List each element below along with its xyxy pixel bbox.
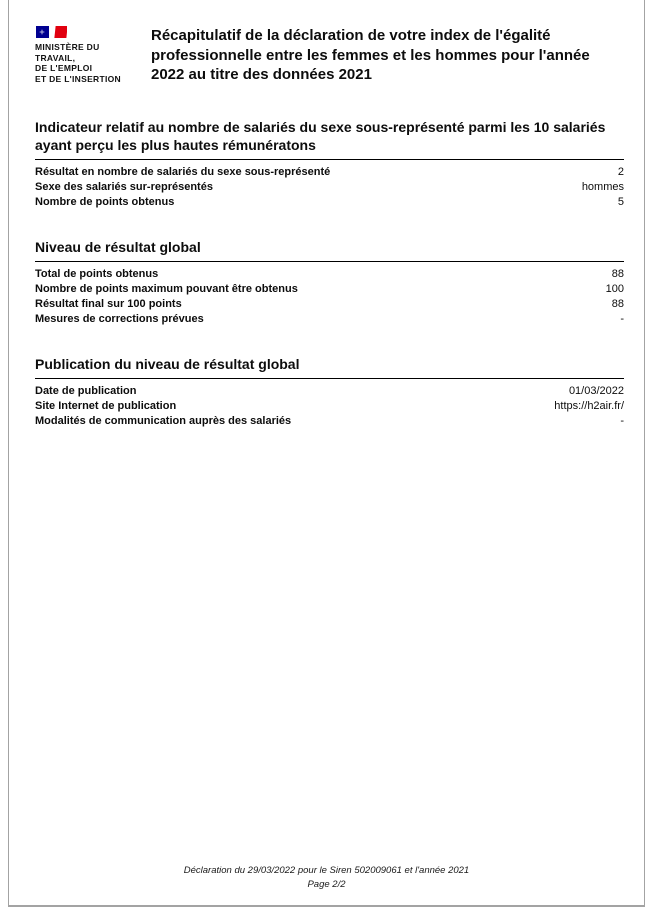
section-heading: Indicateur relatif au nombre de salariés du sexe sous-représenté parmi les 10 salariés ayant perçu les plus hautes rémunératons [35, 118, 624, 160]
table-row [35, 267, 624, 282]
row-value: 100 [605, 282, 624, 295]
section-niveau-resultat-global [35, 238, 624, 327]
table-row [35, 195, 624, 210]
row-label: Sexe des salariés sur-représentés [35, 180, 213, 193]
french-flag-icon [36, 26, 67, 38]
table-row [35, 180, 624, 195]
ministry-line: DE L'EMPLOI [35, 63, 93, 73]
row-label: Résultat en nombre de salariés du sexe sous-représenté [35, 165, 331, 178]
ministry-logo [35, 25, 141, 84]
pdf-page [8, 0, 645, 907]
document-title: Récapitulatif de la déclaration de votre index de l'égalité professionnelle entre les femmes et les hommes pour l'année 2022 au titre des données 2021 [151, 27, 590, 83]
row-value: hommes [581, 180, 624, 193]
row-label: Modalités de communication auprès des salariés [35, 415, 292, 428]
row-value: 2 [617, 165, 624, 178]
row-value: 88 [611, 267, 624, 280]
table-row [35, 297, 624, 312]
ministry-line: ET DE L'INSERTION [35, 73, 121, 84]
row-label: Résultat final sur 100 points [35, 298, 182, 311]
row-label: Nombre de points obtenus [35, 195, 175, 208]
row-label: Mesures de corrections prévues [35, 313, 204, 326]
table-row [35, 384, 624, 399]
publication-site-url[interactable]: https://h2air.fr/ [554, 400, 624, 413]
ministry-line: MINISTÈRE DU [35, 42, 100, 52]
page-header [35, 25, 624, 85]
table-row [35, 312, 624, 327]
ministry-name [35, 42, 141, 84]
section-heading: Publication du niveau de résultat global [35, 355, 624, 379]
table-row [35, 399, 624, 414]
section-rows [35, 384, 624, 430]
flag-red-stripe [54, 26, 67, 38]
page-content [9, 0, 644, 905]
row-value: - [620, 313, 624, 326]
section-rows [35, 165, 624, 211]
section-rows [35, 267, 624, 328]
footer-page-number: Page 2/2 [307, 879, 346, 890]
section-heading: Niveau de résultat global [35, 238, 624, 262]
row-label: Date de publication [35, 384, 137, 397]
section-publication [35, 355, 624, 429]
page-footer [9, 864, 644, 892]
row-value: 01/03/2022 [568, 384, 624, 397]
section-indicateur-hautes-remunerations [35, 118, 624, 211]
row-value: 5 [617, 195, 624, 208]
flag-blue-stripe [36, 26, 49, 38]
row-label: Site Internet de publication [35, 400, 177, 413]
row-label: Total de points obtenus [35, 267, 159, 280]
ministry-line: TRAVAIL, [35, 52, 76, 63]
table-row [35, 165, 624, 180]
row-value: 88 [611, 298, 624, 311]
table-row [35, 414, 624, 429]
row-label: Nombre de points maximum pouvant être obtenus [35, 282, 298, 295]
row-value: - [620, 415, 624, 428]
table-row [35, 282, 624, 297]
footer-declaration-info: Déclaration du 29/03/2022 pour le Siren 502009061 et l'année 2021 [183, 865, 470, 876]
